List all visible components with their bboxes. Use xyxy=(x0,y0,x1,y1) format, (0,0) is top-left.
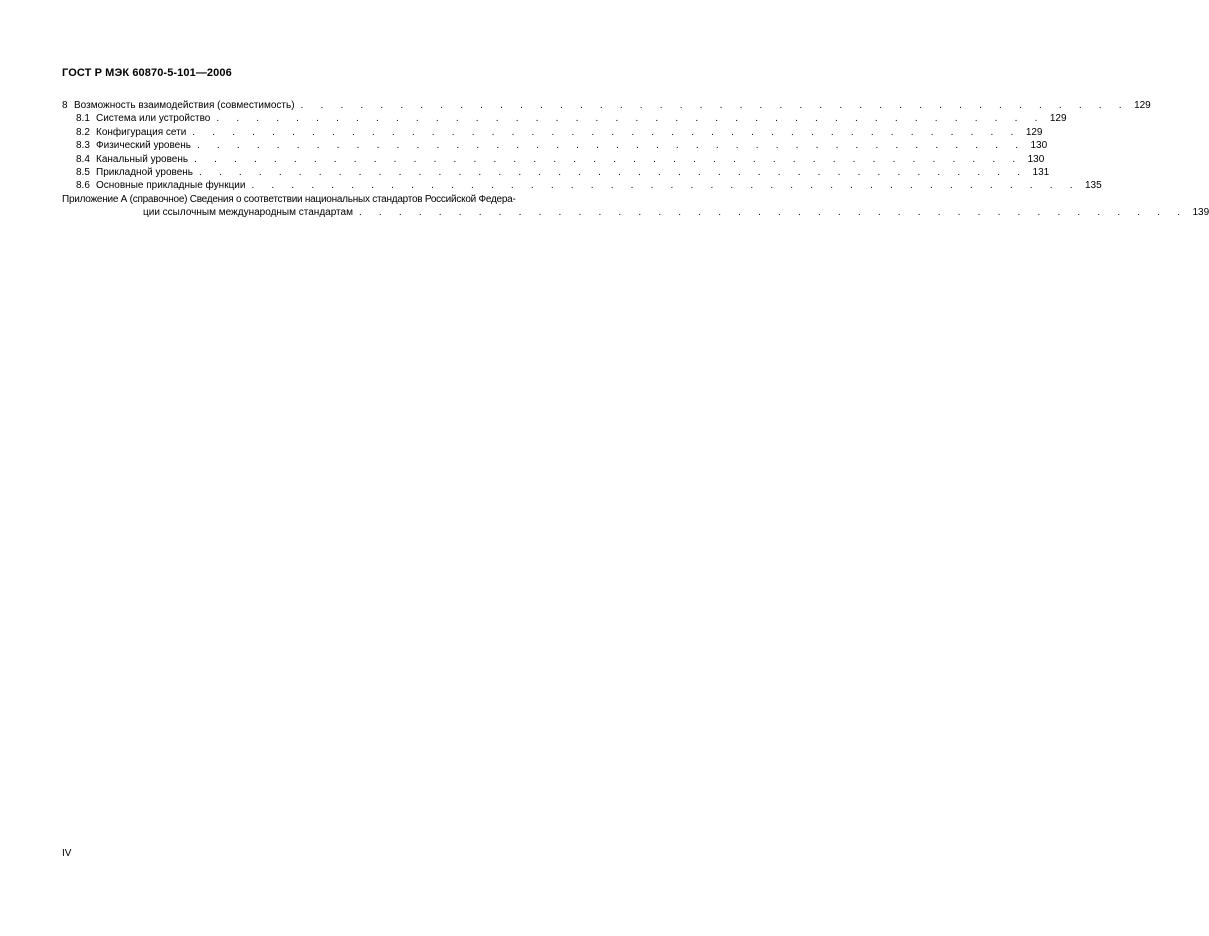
toc-entry-title: Прикладной уровень xyxy=(96,166,194,178)
toc-entry-number: 8 xyxy=(62,100,68,111)
toc-entry-page: 130 xyxy=(1027,153,1045,165)
toc-entry-page: 135 xyxy=(1084,180,1102,192)
toc-entry-title: Возможность взаимодействия (совместимость) xyxy=(74,100,295,111)
toc-leader-dots: . . . . . . . . . . . . . . . . . . . . . . . . . . . . . . . . . . . . . . . . . . xyxy=(251,180,1080,192)
toc-entry-title: Физический уровень xyxy=(96,140,191,152)
toc-appendix-entry xyxy=(62,206,1209,219)
toc-entry-page: 129 xyxy=(1049,113,1067,125)
toc-entry-number: 8.1 xyxy=(76,113,90,125)
toc-leader-dots: . . . . . . . . . . . . . . . . . . . . . . . . . . . . . . . . . . . . . . . . . . xyxy=(199,166,1028,178)
toc-entry xyxy=(62,179,1102,192)
toc-entry-number: 8.4 xyxy=(76,153,90,165)
toc-entry-title: Система или устройство xyxy=(96,113,211,125)
toc-entry-page: 129 xyxy=(1025,126,1043,138)
toc-entry-title: Конфигурация сети xyxy=(96,126,187,138)
toc-entry xyxy=(62,153,1045,166)
table-of-contents xyxy=(62,99,1209,220)
toc-leader-dots: . . . . . . . . . . . . . . . . . . . . . . . . . . . . . . . . . . . . . . . . . . xyxy=(194,153,1023,165)
toc-entry-number: 8.5 xyxy=(76,166,90,178)
toc-entry-number: 8.3 xyxy=(76,140,90,152)
toc-entry xyxy=(62,166,1050,179)
toc-entry xyxy=(62,139,1048,152)
page-number: IV xyxy=(62,848,72,859)
toc-entry-number: 8.2 xyxy=(76,126,90,138)
toc-leader-dots: . . . . . . . . . . . . . . . . . . . . . . . . . . . . . . . . . . . . . . . . . . xyxy=(216,113,1045,125)
toc-entry-title: Канальный уровень xyxy=(96,153,189,165)
toc-entry xyxy=(62,99,1151,112)
toc-entry-page: 139 xyxy=(1192,207,1209,219)
running-header: ГОСТ Р МЭК 60870-5-101—2006 xyxy=(62,67,232,79)
toc-leader-dots: . . . . . . . . . . . . . . . . . . . . . . . . . . . . . . . . . . . . . . . . . . xyxy=(300,100,1129,111)
toc-leader-dots: . . . . . . . . . . . . . . . . . . . . . . . . . . . . . . . . . . . . . . . . . . xyxy=(196,140,1026,152)
toc-leader-dots: . . . . . . . . . . . . . . . . . . . . . . . . . . . . . . . . . . . . . . . . . . xyxy=(358,207,1188,219)
toc-entry-page: 130 xyxy=(1030,140,1048,152)
toc-entry-page: 129 xyxy=(1134,100,1151,111)
toc-appendix-title-line2: ции ссылочным международным стандартам xyxy=(143,207,353,219)
toc-entry-page: 131 xyxy=(1032,166,1050,178)
toc-entry-number: 8.6 xyxy=(76,180,90,192)
toc-appendix-title-line1: Приложение А (справочное) Сведения о соответствии национальных стандартов Российской Федера- xyxy=(62,193,516,205)
toc-entry-title: Основные прикладные функции xyxy=(96,180,246,192)
toc-entry xyxy=(62,112,1067,125)
toc-leader-dots: . . . . . . . . . . . . . . . . . . . . . . . . . . . . . . . . . . . . . . . . . . xyxy=(192,126,1021,138)
toc-entry xyxy=(62,126,1043,139)
